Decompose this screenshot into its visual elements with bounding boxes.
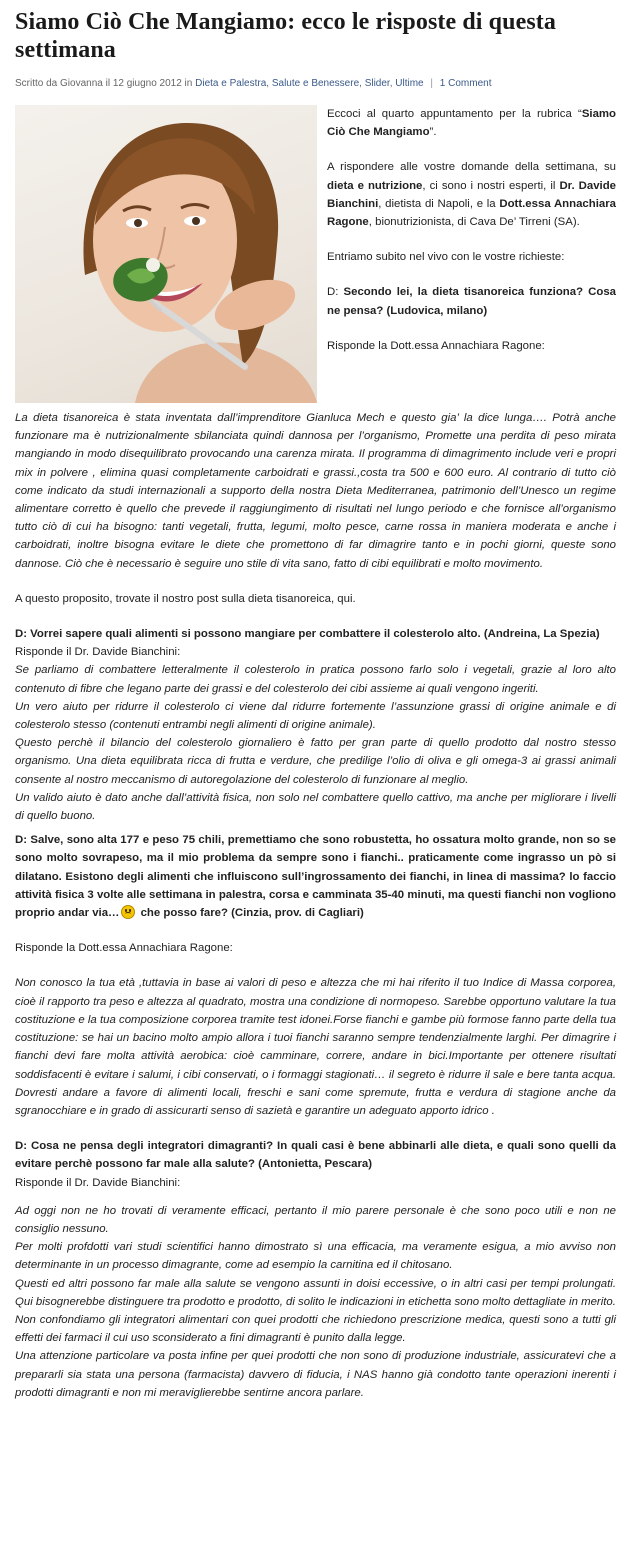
answer-2-line: Se parliamo di combattere letteralmente il colesterolo in pratica possono farlo solo i vegetali, grazie al loro alto contenuto di fibre che legano parte dei grassi e del colesterolo dei cibi assieme ai quali vengono ingeriti. bbox=[15, 664, 616, 695]
answer-4-line: Non confondiamo gli integratori alimentari con quei prodotti che richiedono prescrizione medica, questi sono a tutti gli effetti dei farmaci il cui uso sconsiderato a fini dimagranti è punito dalla legge. bbox=[15, 1313, 616, 1345]
responder-3: Risponde la Dott.essa Annachiara Ragone: bbox=[15, 942, 233, 955]
answer-4-line: Per molti profdotti vari studi scientifici hanno dimostrato sì una efficacia, ma veramente esigua, a mio avviso non determinante in un processo dimagrante, come ad esempio la carnitina ed il chitosano. bbox=[15, 1241, 616, 1272]
experts-paragraph: A rispondere alle vostre domande della settimana, su dieta e nutrizione, ci sono i nostri esperti, il Dr. Davide Bianchini, dietista di Napoli, e la Dott.essa Annachiara Ragone, bionutrizionista, di Cava De’ Tirreni (SA). bbox=[327, 161, 617, 229]
article-title: Siamo Ciò Che Mangiamo: ecco le risposte di questa settimana bbox=[15, 9, 556, 63]
answer-3: Non conosco la tua età ,tuttavia in base ai valori di peso e altezza che mi hai riferito il tuo Indice di Massa corporea, cioè il rapporto tra peso e altezza al quadrato, mostra una condizione di normopeso. Sarebbe opportuno valutare la tua costituzione e la tua composizione corporea tramite test idonei.Forse fianchi e gambe più formose fanno parte della tua costituzione: se hai un bacino molto ampio allora i tuoi fianchi saranno sempre tendenzialmente larghi. Per dimagrire i fianchi devi fare molta attività aerobica: cioè camminare, correre, andare in bici.Importante per ottenere risultati soddisfacenti è evitare i salumi, i cibi conservati, o i formaggi stagionati… il segreto è ridurre il sale e bere tanta acqua. Dovresti andare a favore di alimenti locali, freschi e sani come spremute, frutta e verdura di stagione anche da sgranocchiare e in grado di assicurarti senso di sazietà e garantire un adeguato apporto idrico . bbox=[15, 977, 616, 1117]
intro-paragraph: Eccoci al quarto appuntamento per la rubrica “Siamo Ciò Che Mangiamo”. bbox=[327, 108, 616, 139]
answer-2-line: Questo perchè il bilancio del colesterolo giornaliero è fatto per gran parte di quello prodotto dal nostro stesso organismo. Una dieta equilibrata ricca di frutta e verdure, che predilige l’olio di oliva e gli omega-3 ai grassi animali consente al nostro meccanismo di autoregolazione del colesterolo di funzionare al meglio. bbox=[15, 737, 616, 786]
lead-paragraph: Entriamo subito nel vivo con le vostre richieste: bbox=[327, 251, 565, 264]
meta-separator: | bbox=[430, 78, 433, 89]
question-2-block bbox=[15, 625, 616, 825]
responder-1: Risponde la Dott.essa Annachiara Ragone: bbox=[327, 339, 545, 352]
meta-author-date: Scritto da Giovanna il 12 giugno 2012 in bbox=[15, 78, 193, 89]
article-meta: Scritto da Giovanna il 12 giugno 2012 in Dieta e Palestra, Salute e Benessere, Slider, Ultime | 1 Comment bbox=[15, 78, 492, 89]
question-4-block bbox=[15, 1137, 616, 1192]
question-3: D: Salve, sono alta 177 e peso 75 chili, premettiamo che sono robustetta, ho ossatura molto grande, non so se sono molto sovrapeso, ma il mio problema da sempre sono i fianchi.. praticamente come ingrasso un pò si dilatano. Esistono degli alimenti che influiscono sull’ingrossamento dei fianchi, in linea di massima? lo faccio attività fisica 3 volte alle settimana in palestra, corsa e camminata 35-40 minuti, ma questi fianchi non vogliono proprio andar via… che posso fare? (Cinzia, prov. di Cagliari) bbox=[15, 834, 616, 920]
category-link[interactable]: Salute e Benessere bbox=[271, 78, 360, 89]
responder-4: Risponde il Dr. Davide Bianchini: bbox=[15, 1176, 181, 1189]
question-4: D: Cosa ne pensa degli integratori dimagranti? In quali casi è bene abbinarli alle dieta, e quali sono quelli da evitare perchè possono far male alla salute? (Antonietta, Pescara) bbox=[15, 1140, 616, 1171]
worried-emoticon-icon bbox=[121, 905, 135, 919]
comments-link[interactable]: 1 Comment bbox=[439, 78, 492, 89]
answer-1: La dieta tisanoreica è stata inventata dall’imprenditore Gianluca Mech e questo gia’ la dice lunga…. Potrà anche funzionare ma è nutrizionalmente sbilanciata quindi dannosa per l’organismo, Promette una perdita di peso mirata mangiando in modo disequilibrato provocando una carenza mirata. Il programma di dimagrimento include veri e propri mix in polvere , elimina quasi completamente carboidrati e grassi.,costa tra 500 e 600 euro. Al contrario di tutto ciò come indicato da studi internazionali a supporto della nostra Dieta Mediterranea, patrimonio dell’Unesco un regime alimentare corretto è quello che prevede il raggiungimento di risultati nel lungo periodo e che fornisce all’organismo tutto ciò di cui ha bisogno: tanti vegetali, frutta, legumi, molto pesce, carne rossa in maniera moderata e anche i carboidrati, inoltre bisogna evitare le diete che promettono di far dimagrire tanto e in pochi giorni, queste sono dannose. Ciò che è necessario è seguire uno stile di vita sano, fatto di cibi equilibrati e molto movimento. bbox=[15, 412, 616, 570]
photo-illustration bbox=[15, 105, 317, 403]
answer-4-line: Questi ed altri possono far male alla salute se vengono assunti in doisi eccessive, o in altri casi per tempi prolungati. Qui bisognerebbe distinguere tra prodotto e prodotto, di solito le indicazioni in etichetta sono molto dettagliate in merito. bbox=[15, 1277, 616, 1308]
answer-4-line: Ad oggi non ne ho trovati di veramente efficaci, pertanto il mio parere personale è che sono poco utili e non ne consiglio nessuno. bbox=[15, 1204, 616, 1235]
woman-eating-salad-photo bbox=[15, 105, 317, 403]
answer-2-line: Un vero aiuto per ridurre il colesterolo ci viene dal ridurre fortemente l’assunzione grassi di origine animale e di colesterolo stesso (contenuti entrambi negli alimenti di origine animale). bbox=[15, 700, 616, 732]
category-link[interactable]: Dieta e Palestra bbox=[195, 78, 267, 89]
question-2: D: Vorrei sapere quali alimenti si possono mangiare per combattere il colesterolo alto. (Andreina, La Spezia) bbox=[15, 628, 600, 641]
answer-4-line: Una attenzione particolare va posta infine per quei prodotti che non sono di produzione industriale, assicuratevi che a prepararli sia stata una persona (farmacista) davvero di fiducia, i NAS hanno già condotto tante operazioni inerenti i prodotti dimagranti e non mi meraviglierebbe sentirne ancora parlare. bbox=[15, 1350, 616, 1399]
category-link[interactable]: Ultime bbox=[395, 78, 424, 89]
question-1: D: Secondo lei, la dieta tisanoreica funziona? Cosa ne pensa? (Ludovica, milano) bbox=[327, 286, 616, 317]
category-link[interactable]: Slider bbox=[364, 78, 390, 89]
post-link-paragraph[interactable]: A questo proposito, trovate il nostro post sulla dieta tisanoreica, qui. bbox=[15, 592, 356, 605]
answer-4 bbox=[15, 1202, 616, 1402]
responder-2: Risponde il Dr. Davide Bianchini: bbox=[15, 646, 181, 659]
answer-2-line: Un valido aiuto è dato anche dall’attività fisica, non solo nel combattere quello cattivo, ma anche per migliorare i livelli di quello buono. bbox=[15, 791, 616, 823]
